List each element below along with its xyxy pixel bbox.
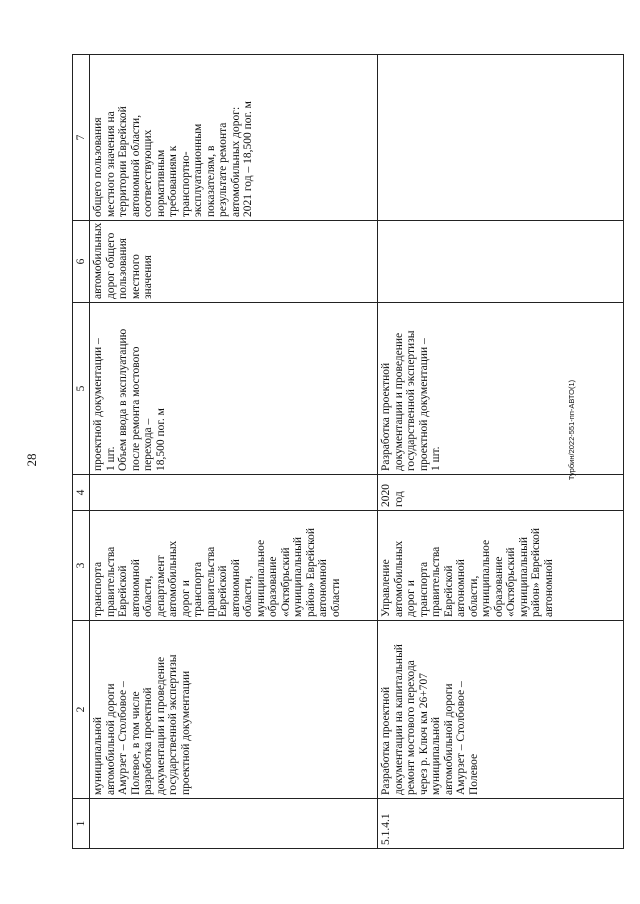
header-col-3: 3 [73, 511, 90, 621]
header-col-7: 7 [73, 55, 90, 221]
cell-responsible: Управление автомобильных дорог и транспорта правительства Еврейской автономной области, муниципальное образование «Октябрьский муниципальный район» Еврейской автономной [378, 511, 624, 621]
document-code: Турбин/2022-551-пп-АВТО(1) [567, 379, 576, 481]
cell-indicator: Разработка проектной документации и проведение государственной экспертизы проектной документации – 1 шт. [378, 303, 624, 475]
cell-result: автомобильных дорог общего пользования местного значения [90, 221, 378, 303]
header-col-2: 2 [73, 621, 90, 799]
cell-result [378, 221, 624, 303]
cell-effect [378, 55, 624, 221]
cell-number [90, 799, 378, 849]
header-row [73, 55, 90, 849]
program-table [72, 54, 624, 849]
cell-effect: общего пользования местного значения на территории Еврейской автономной области, соответствующих нормативным требованиям к транспортно- эксплуатационным показателям, в результате ремонта автомобильных дорог: 2021 год – 18,500 пог. м [90, 55, 378, 221]
header-col-4: 4 [73, 475, 90, 511]
header-col-5: 5 [73, 303, 90, 475]
table-row [378, 55, 624, 849]
cell-description: муниципальной автомобильной дороги Амурзет – Столбовое – Полевое, в том числе разработка проектной документации и проведение государственной экспертизы проектной документации [90, 621, 378, 799]
cell-responsible: транспорта правительства Еврейской автономной области, департамент автомобильных дорог и транспорта правительства Еврейской автономной области, муниципальное образование «Октябрьский муниципальный район» Еврейской автономной области [90, 511, 378, 621]
cell-description: Разработка проектной документации на капитальный ремонт мостового перехода через р. Ключ км 26+707 муниципальной автомобильной дороги Амурзет – Столбовое – Полевое [378, 621, 624, 799]
cell-year [90, 475, 378, 511]
rotated-table-container [72, 55, 624, 849]
header-col-6: 6 [73, 221, 90, 303]
cell-indicator: проектной документации – 1 шт. Объем ввода в эксплуатацию после ремонта мостового перехода – 18,500 пог. м [90, 303, 378, 475]
header-col-1: 1 [73, 799, 90, 849]
table-row [90, 55, 378, 849]
cell-year: 2020 год [378, 475, 624, 511]
page-number: 28 [24, 453, 39, 467]
cell-number: 5.1.4.1 [378, 799, 624, 849]
